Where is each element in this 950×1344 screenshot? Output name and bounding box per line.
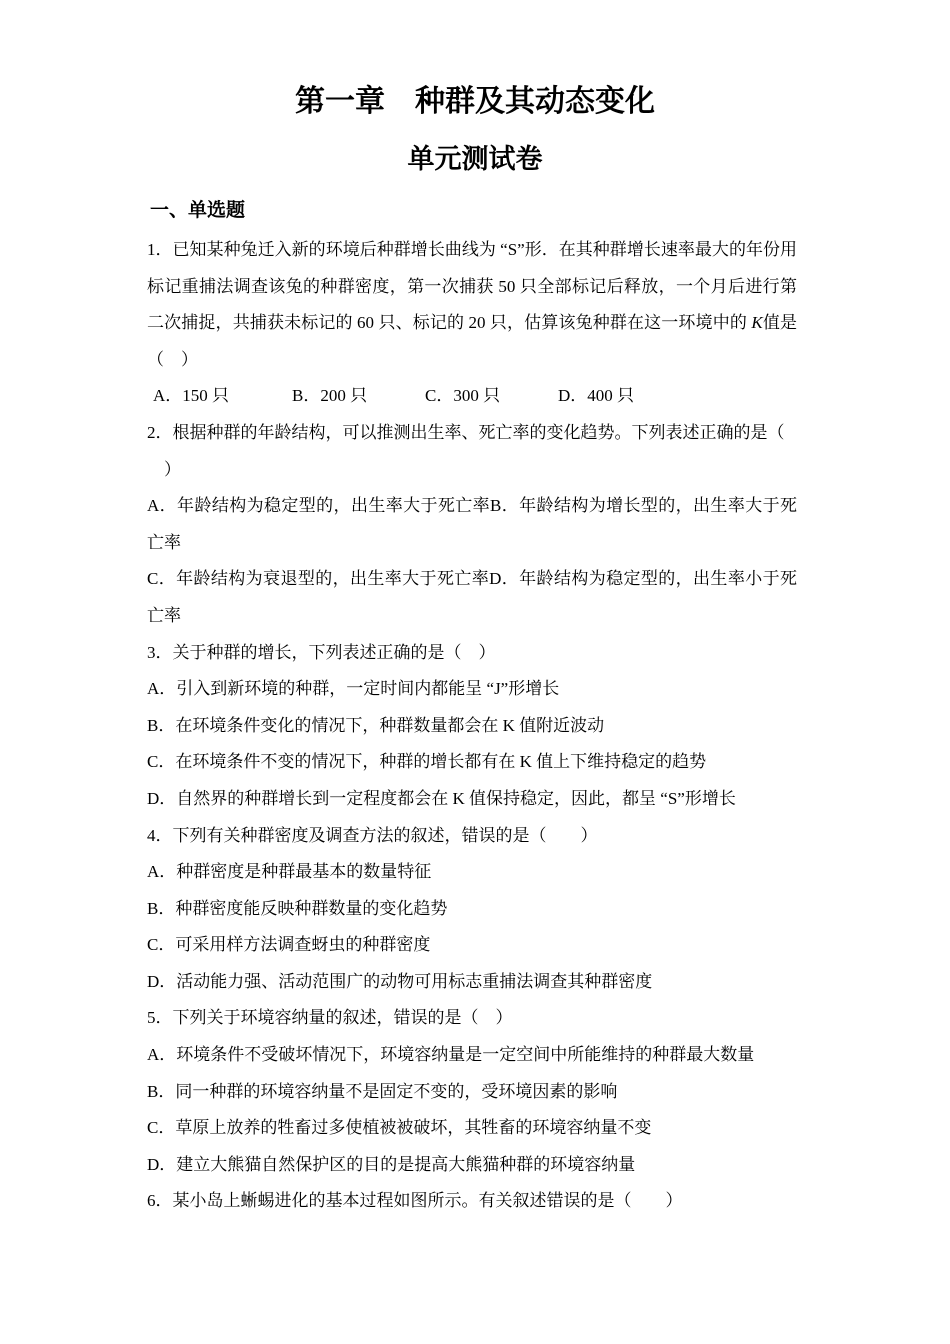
question-4-option-c: C．可采用样方法调查蚜虫的种群密度: [147, 935, 431, 955]
question-2-stem-line2: ）: [147, 459, 181, 479]
question-3-option-b: B．在环境条件变化的情况下，种群数量都会在 K 值附近波动: [147, 715, 605, 735]
section-heading: 一、单选题: [150, 200, 246, 221]
question-1-options-row: [147, 378, 797, 415]
question-6-stem: 6．某小岛上蜥蜴进化的基本过程如图所示。有关叙述错误的是（ ）: [147, 1191, 683, 1211]
question-1-stem-text: 1．已知某种兔迁入新的环境后种群增长曲线为 “S”形．在其种群增长速率最大的年份用标记重捕法调查该兔的种群密度，第一次捕获 50 只全部标记后释放，一个月后进行第二次捕捉，共捕获未标记的 60 只、标记的 20 只，估算该兔种群在这一环境中的: [147, 240, 797, 333]
question-1-stem: [147, 232, 797, 378]
doc-subtitle: 单元测试卷: [407, 144, 543, 174]
question-list: [147, 232, 797, 1220]
question-3-option-c: C．在环境条件不变的情况下，种群的增长都有在 K 值上下维持稳定的趋势: [147, 752, 707, 772]
question-2-options-cd: C．年龄结构为衰退型的，出生率大于死亡率D．年龄结构为稳定型的，出生率小于死亡率: [147, 569, 797, 625]
question-4-stem: 4．下列有关种群密度及调查方法的叙述，错误的是（ ）: [147, 825, 598, 845]
question-4-option-b: B．种群密度能反映种群数量的变化趋势: [147, 898, 448, 918]
question-2-stem-line1: 2．根据种群的年龄结构，可以推测出生率、死亡率的变化趋势。下列表述正确的是（: [147, 422, 785, 442]
question-5-option-b: B．同一种群的环境容纳量不是固定不变的，受环境因素的影响: [147, 1081, 618, 1101]
question-5-option-d: D．建立大熊猫自然保护区的目的是提高大熊猫种群的环境容纳量: [147, 1154, 636, 1174]
question-2-options-ab: A．年龄结构为稳定型的，出生率大于死亡率B．年龄结构为增长型的，出生率大于死亡率: [147, 496, 797, 552]
question-5-stem: 5．下列关于环境容纳量的叙述，错误的是（ ）: [147, 1008, 513, 1028]
question-4-option-a: A．种群密度是种群最基本的数量特征: [147, 862, 432, 882]
doc-title: 第一章 种群及其动态变化: [295, 85, 655, 118]
question-1-option-a: A．150 只: [153, 386, 230, 406]
question-3-option-d: D．自然界的种群增长到一定程度都会在 K 值保持稳定，因此，都呈 “S”形增长: [147, 788, 736, 808]
question-4-option-d: D．活动能力强、活动范围广的动物可用标志重捕法调查其种群密度: [147, 971, 653, 991]
question-1-stem-tail: 值是（ ）: [147, 313, 798, 369]
k-symbol-italic: K: [751, 313, 763, 333]
question-1-option-d: D．400 只: [558, 386, 635, 406]
question-3-stem: 3．关于种群的增长，下列表述正确的是（ ）: [147, 642, 496, 662]
question-5-option-c: C．草原上放养的牲畜过多使植被被破坏，其牲畜的环境容纳量不变: [147, 1118, 652, 1138]
question-5-option-a: A．环境条件不受破坏情况下，环境容纳量是一定空间中所能维持的种群最大数量: [147, 1045, 755, 1065]
question-1-option-c: C．300 只: [425, 386, 501, 406]
question-1-option-b: B．200 只: [292, 386, 368, 406]
question-3-option-a: A．引入到新环境的种群，一定时间内都能呈 “J”形增长: [147, 679, 560, 699]
